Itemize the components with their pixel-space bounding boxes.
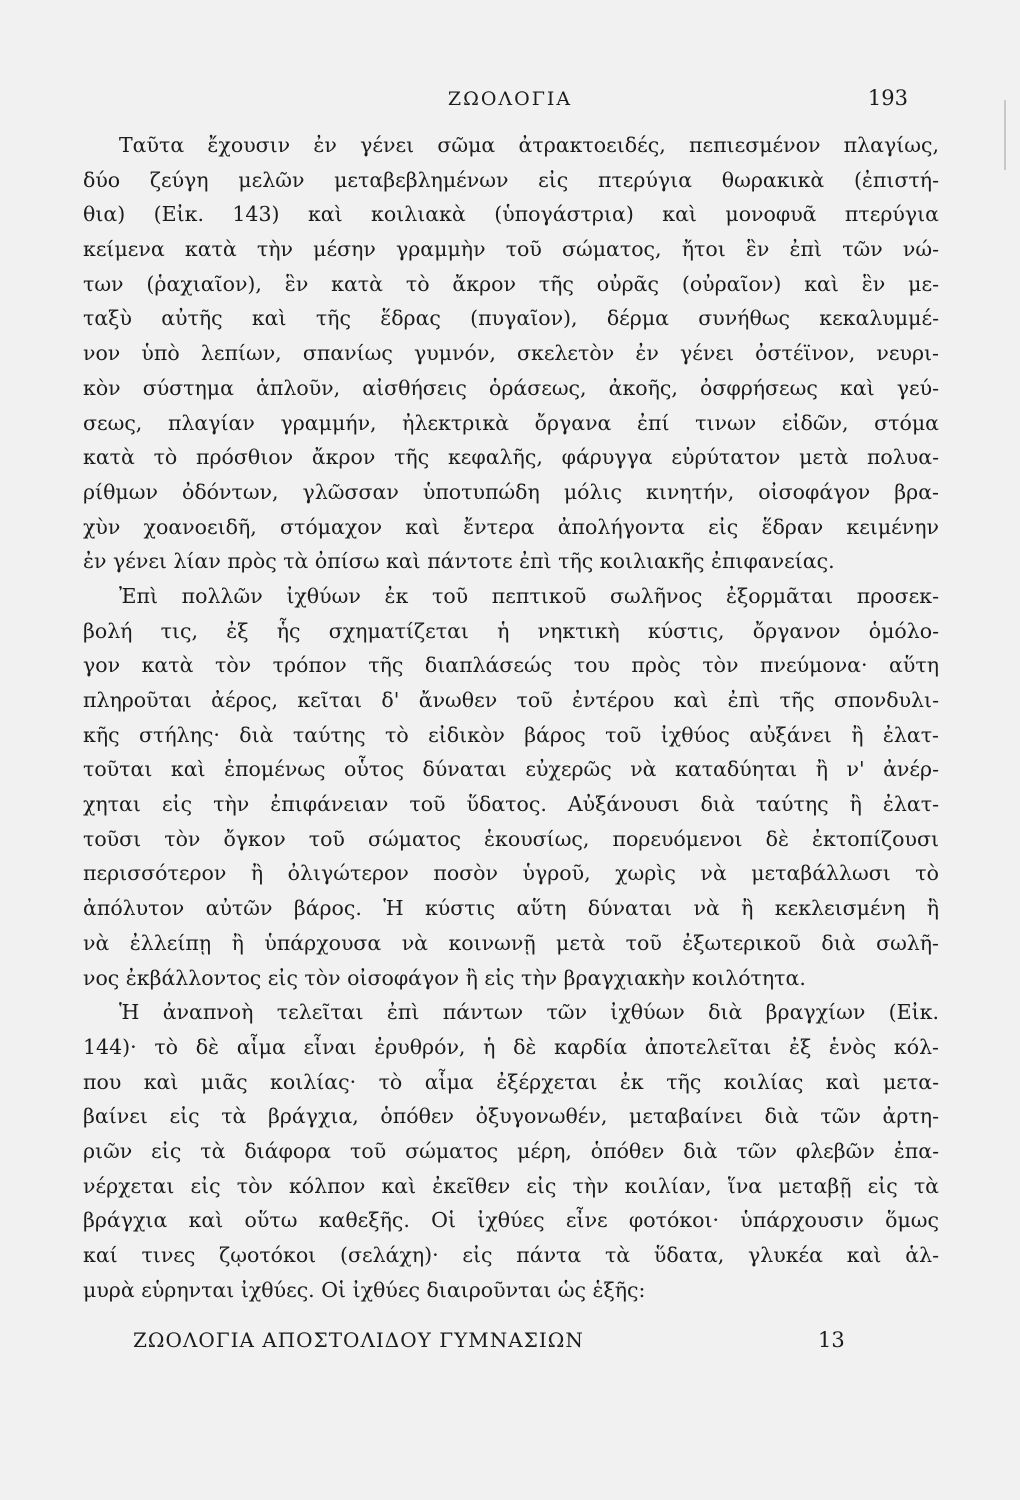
text-line: ταξὺ αὐτῆς καὶ τῆς ἕδρας (πυγαῖον), δέρμα συνήθως κεκαλυμμέ- xyxy=(83,306,939,331)
text-line: γον κατὰ τὸν τρόπον τῆς διαπλάσεώς του πρὸς τὸν πνεύμονα· αὕτη xyxy=(83,653,939,678)
text-line: Ταῦτα ἔχουσιν ἐν γένει σῶμα ἀτρακτοειδές, πεπιεσμένον πλαγίως, xyxy=(119,133,939,157)
text-line: ἀπόλυτον αὐτῶν βάρος. Ἡ κύστις αὕτη δύναται νὰ ἢ κεκλεισμένη ἢ xyxy=(83,896,939,921)
text-line: πληροῦται ἀέρος, κεῖται δ' ἄνωθεν τοῦ ἐντέρου καὶ ἐπὶ τῆς σπονδυλι- xyxy=(83,688,939,712)
text-line: Ἐπὶ πολλῶν ἰχθύων ἐκ τοῦ πεπτικοῦ σωλῆνος ἐξορμᾶται προσεκ- xyxy=(119,583,939,608)
body-text xyxy=(83,128,939,1307)
text-line: νὰ ἐλλείπῃ ἢ ὑπάρχουσα νὰ κοινωνῇ μετὰ τοῦ ἐξωτερικοῦ διὰ σωλῆ- xyxy=(83,930,939,955)
text-line: κὸν σύστημα ἁπλοῦν, αἰσθήσεις ὁράσεως, ἀκοῆς, ὀσφρήσεως καὶ γεύ- xyxy=(83,375,939,400)
text-line: σεως, πλαγίαν γραμμήν, ἠλεκτρικὰ ὄργανα ἐπί τινων εἰδῶν, στόμα xyxy=(83,410,939,435)
text-line: 144)· τὸ δὲ αἷμα εἶναι ἐρυθρόν, ἡ δὲ καρδία ἀποτελεῖται ἐξ ἑνὸς κόλ- xyxy=(83,1034,939,1059)
text-line: ρίθμων ὀδόντων, γλῶσσαν ὑποτυπώδη μόλις κινητήν, οἰσοφάγον βρα- xyxy=(83,479,939,504)
text-line: νος ἐκβάλλοντος εἰς τὸν οἰσοφάγον ἢ εἰς τὴν βραγχιακὴν κοιλότητα. xyxy=(83,965,806,990)
page-number: 193 xyxy=(867,86,908,110)
text-line: τοῦσι τὸν ὄγκον τοῦ σώματος ἑκουσίως, πορευόμενοι δὲ ἐκτοπίζουσι xyxy=(83,826,939,851)
text-line: βολή τις, ἐξ ἧς σχηματίζεται ἡ νηκτικὴ κύστις, ὄργανον ὁμόλο- xyxy=(83,618,939,643)
text-line: καί τινες ζῳοτόκοι (σελάχη)· εἰς πάντα τὰ ὕδατα, γλυκέα καὶ ἁλ- xyxy=(83,1243,939,1267)
text-line: κῆς στήλης· διὰ ταύτης τὸ εἰδικὸν βάρος τοῦ ἰχθύος αὐξάνει ἢ ἐλατ- xyxy=(83,722,939,747)
running-title: ΖΩΟΛΟΓΙΑ xyxy=(447,88,573,110)
text-line: βράγχια καὶ οὕτω καθεξῆς. Οἱ ἰχθύες εἶνε φοτόκοι· ὑπάρχουσιν ὅμως xyxy=(83,1208,939,1233)
text-line: χηται εἰς τὴν ἐπιφάνειαν τοῦ ὕδατος. Αὐξάνουσι διὰ ταύτης ἢ ἐλατ- xyxy=(83,792,939,817)
signature-mark: 13 xyxy=(818,1328,845,1352)
text-line: δύο ζεύγη μελῶν μεταβεβλημένων εἰς πτερύγια θωρακικὰ (ἐπιστή- xyxy=(83,167,939,192)
text-line: περισσότερον ἢ ὀλιγώτερον ποσὸν ὑγροῦ, χωρὶς νὰ μεταβάλλωσι τὸ xyxy=(83,861,939,886)
text-line: θια) (Εἰκ. 143) καὶ κοιλιακὰ (ὑπογάστρια) καὶ μονοφυᾶ πτερύγια xyxy=(83,202,939,227)
text-line: ριῶν εἰς τὰ διάφορα τοῦ σώματος μέρη, ὁπόθεν διὰ τῶν φλεβῶν ἐπα- xyxy=(83,1138,939,1163)
text-line: κατὰ τὸ πρόσθιον ἄκρον τῆς κεφαλῆς, φάρυγγα εὐρύτατον μετὰ πολυα- xyxy=(83,445,939,470)
printer-signature xyxy=(133,1328,853,1362)
text-line: Ἡ ἀναπνοὴ τελεῖται ἐπὶ πάντων τῶν ἰχθύων διὰ βραγχίων (Εἰκ. xyxy=(119,1000,939,1025)
text-line: νέρχεται εἰς τὸν κόλπον καὶ ἐκεῖθεν εἰς τὴν κοιλίαν, ἵνα μεταβῇ εἰς τὰ xyxy=(83,1173,939,1198)
signature-text: ΖΩΟΛΟΓΙΑ ΑΠΟΣΤΟΛΙΔΟΥ ΓΥΜΝΑΣΙΩΝ xyxy=(133,1328,584,1352)
text-line: βαίνει εἰς τὰ βράγχια, ὁπόθεν ὀξυγονωθέν, μεταβαίνει διὰ τῶν ἀρτη- xyxy=(83,1104,939,1129)
text-line: μυρὰ εὑρηνται ἰχθύες. Οἱ ἰχθύες διαιροῦνται ὡς ἑξῆς: xyxy=(83,1277,646,1302)
text-line: τοῦται καὶ ἑπομένως οὗτος δύναται εὐχερῶς νὰ καταδύηται ἢ ν' ἀνέρ- xyxy=(83,757,939,782)
text-line: των (ῥαχιαῖον), ἓν κατὰ τὸ ἄκρον τῆς οὐρᾶς (οὐραῖον) καὶ ἓν με- xyxy=(83,271,939,296)
text-line: νον ὑπὸ λεπίων, σπανίως γυμνόν, σκελετὸν ἐν γένει ὀστέϊνον, νευρι- xyxy=(83,341,939,366)
text-line: που καὶ μιᾶς κοιλίας· τὸ αἷμα ἐξέρχεται ἐκ τῆς κοιλίας καὶ μετα- xyxy=(83,1069,939,1094)
text-line: κείμενα κατὰ τὴν μέσην γραμμὴν τοῦ σώματος, ἤτοι ἓν ἐπὶ τῶν νώ- xyxy=(83,237,939,262)
running-head xyxy=(0,88,1020,118)
text-line: χὺν χοανοειδῆ, στόμαχον καὶ ἔντερα ἀπολήγοντα εἰς ἕδραν κειμένην xyxy=(83,514,939,539)
text-line: ἐν γένει λίαν πρὸς τὰ ὀπίσω καὶ πάντοτε ἐπὶ τῆς κοιλιακῆς ἐπιφανείας. xyxy=(83,549,835,574)
